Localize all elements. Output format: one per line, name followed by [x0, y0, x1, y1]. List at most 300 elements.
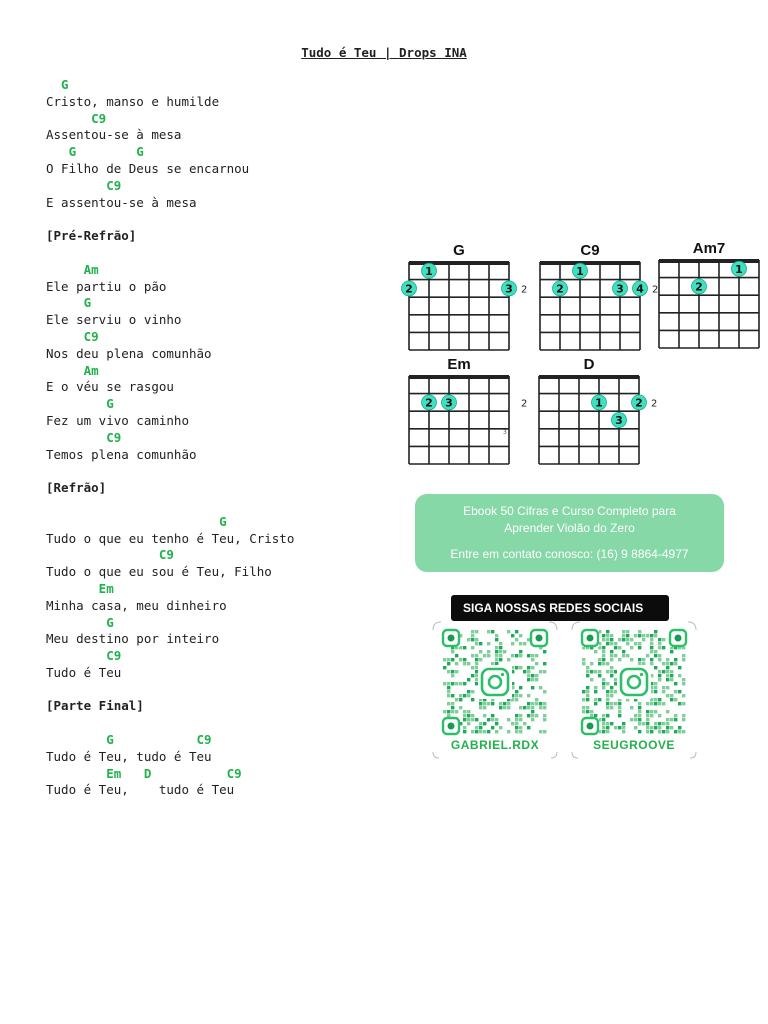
chord-diagram-c9	[540, 242, 658, 350]
qr-module	[602, 686, 605, 689]
qr-module	[479, 722, 482, 725]
qr-module	[531, 706, 534, 709]
qr-module	[670, 662, 673, 665]
qr-module	[475, 638, 478, 641]
qr-module	[610, 638, 613, 641]
qr-module	[475, 670, 478, 673]
qr-module	[475, 654, 478, 657]
qr-module	[495, 638, 498, 641]
qr-module	[634, 714, 637, 717]
qr-module	[602, 658, 605, 661]
qr-module	[543, 670, 546, 673]
qr-module	[543, 650, 546, 653]
qr-module	[634, 634, 637, 637]
qr-module	[622, 650, 625, 653]
qr-module	[606, 714, 609, 717]
qr-module	[666, 730, 669, 733]
qr-module	[606, 642, 609, 645]
qr-module	[519, 686, 522, 689]
qr-module	[590, 662, 593, 665]
qr-module	[455, 710, 458, 713]
qr-module	[531, 702, 534, 705]
qr-module	[646, 710, 649, 713]
finger-number: 1	[735, 262, 743, 276]
qr-module	[638, 630, 641, 633]
qr-module	[670, 718, 673, 721]
qr-module	[475, 730, 478, 733]
qr-module	[519, 714, 522, 717]
qr-module	[527, 694, 530, 697]
qr-module	[594, 686, 597, 689]
lyric-line: Tudo é Teu	[46, 664, 122, 680]
qr-module	[459, 682, 462, 685]
qr-module	[646, 730, 649, 733]
qr-module	[511, 634, 514, 637]
qr-module	[606, 702, 609, 705]
qr-finder-dot	[448, 635, 455, 642]
qr-module	[479, 730, 482, 733]
social-heading: SIGA NOSSAS REDES SOCIAIS	[451, 595, 669, 621]
qr-module	[626, 638, 629, 641]
qr-module	[666, 678, 669, 681]
chord-diagram-name: Em	[447, 356, 471, 373]
qr-module	[586, 674, 589, 677]
qr-module	[666, 662, 669, 665]
qr-module	[622, 630, 625, 633]
qr-module	[658, 678, 661, 681]
qr-module	[495, 646, 498, 649]
qr-module	[467, 722, 470, 725]
qr-module	[543, 690, 546, 693]
blank-line	[46, 497, 406, 514]
qr-module	[471, 698, 474, 701]
qr-module	[650, 646, 653, 649]
qr-module	[602, 722, 605, 725]
blank-line	[46, 715, 406, 732]
qr-module	[650, 642, 653, 645]
qr-module	[582, 662, 585, 665]
qr-module	[491, 718, 494, 721]
qr-module	[507, 702, 510, 705]
chord-line: C9	[46, 429, 122, 445]
qr-module	[610, 702, 613, 705]
qr-module	[666, 670, 669, 673]
qr-module	[670, 698, 673, 701]
qr-module	[447, 682, 450, 685]
qr-module	[670, 726, 673, 729]
qr-module	[638, 662, 641, 665]
qr-module	[638, 634, 641, 637]
qr-module	[447, 702, 450, 705]
qr-module	[638, 722, 641, 725]
qr-module	[455, 670, 458, 673]
qr-module	[610, 634, 613, 637]
qr-module	[519, 666, 522, 669]
qr-module	[459, 658, 462, 661]
qr-module	[626, 654, 629, 657]
qr-module	[451, 682, 454, 685]
qr-module	[666, 718, 669, 721]
qr-module	[610, 670, 613, 673]
qr-module	[467, 710, 470, 713]
qr-module	[662, 690, 665, 693]
qr-module	[447, 690, 450, 693]
qr-module	[475, 682, 478, 685]
qr-card-seugroove[interactable]	[570, 620, 698, 760]
qr-module	[582, 698, 585, 701]
qr-module	[590, 678, 593, 681]
qr-module	[658, 638, 661, 641]
qr-module	[622, 726, 625, 729]
blank-line	[46, 245, 406, 262]
qr-card-gabriel[interactable]	[431, 620, 559, 760]
qr-module	[527, 706, 530, 709]
qr-module	[610, 686, 613, 689]
qr-module	[527, 666, 530, 669]
qr-module	[471, 654, 474, 657]
qr-module	[618, 702, 621, 705]
qr-module	[519, 642, 522, 645]
qr-module	[622, 654, 625, 657]
qr-module	[638, 658, 641, 661]
qr-module	[666, 686, 669, 689]
qr-module	[539, 730, 542, 733]
qr-module	[614, 654, 617, 657]
qr-module	[630, 646, 633, 649]
qr-module	[650, 730, 653, 733]
qr-module	[495, 730, 498, 733]
qr-module	[682, 658, 685, 661]
chord-diagram-d	[539, 356, 657, 464]
qr-module	[539, 706, 542, 709]
blank-line	[46, 463, 406, 480]
qr-module	[674, 662, 677, 665]
qr-module	[670, 674, 673, 677]
qr-module	[598, 670, 601, 673]
qr-module	[467, 690, 470, 693]
qr-module	[662, 730, 665, 733]
qr-module	[475, 658, 478, 661]
chord-diagram-name: Am7	[692, 240, 726, 257]
qr-module	[674, 658, 677, 661]
qr-module	[447, 662, 450, 665]
lyric-line: Temos plena comunhão	[46, 446, 197, 462]
qr-module	[658, 702, 661, 705]
qr-module	[519, 654, 522, 657]
qr-module	[467, 714, 470, 717]
qr-module	[519, 634, 522, 637]
finger-number: 2	[695, 280, 703, 294]
lyric-line: Ele serviu o vinho	[46, 312, 182, 328]
qr-module	[650, 714, 653, 717]
qr-module	[503, 702, 506, 705]
qr-module	[519, 650, 522, 653]
qr-module	[598, 662, 601, 665]
qr-module	[682, 730, 685, 733]
qr-module	[658, 670, 661, 673]
chord-line: Em	[46, 580, 114, 596]
qr-handle-seugroove: SEUGROOVE	[593, 738, 675, 752]
qr-module	[654, 690, 657, 693]
qr-module	[626, 630, 629, 633]
qr-module	[582, 706, 585, 709]
qr-module	[463, 714, 466, 717]
qr-module	[451, 658, 454, 661]
qr-module	[511, 642, 514, 645]
qr-module	[658, 726, 661, 729]
qr-module	[658, 642, 661, 645]
qr-module	[650, 710, 653, 713]
qr-module	[674, 690, 677, 693]
qr-module	[515, 714, 518, 717]
qr-module	[658, 654, 661, 657]
qr-module	[479, 658, 482, 661]
lyric-line: Fez um vivo caminho	[46, 412, 189, 428]
qr-module	[451, 674, 454, 677]
qr-module	[594, 670, 597, 673]
qr-module	[463, 662, 466, 665]
qr-module	[531, 678, 534, 681]
qr-module	[495, 650, 498, 653]
qr-module	[610, 722, 613, 725]
lyric-line: Meu destino por inteiro	[46, 631, 220, 647]
qr-module	[487, 642, 490, 645]
qr-handle-gabriel: GABRIEL.RDX	[450, 738, 540, 752]
qr-module	[475, 630, 478, 633]
qr-module	[682, 718, 685, 721]
qr-module	[658, 714, 661, 717]
qr-module	[622, 730, 625, 733]
chord-diagram-svg	[396, 234, 768, 474]
chord-line: G G	[46, 144, 144, 160]
qr-module	[610, 666, 613, 669]
qr-module	[483, 714, 486, 717]
chord-line: C9	[46, 328, 99, 344]
qr-module	[658, 658, 661, 661]
qr-finder-dot	[448, 723, 455, 730]
qr-module	[662, 670, 665, 673]
qr-module	[483, 730, 486, 733]
qr-finder-dot	[536, 635, 543, 642]
qr-module	[475, 642, 478, 645]
chord-line: C9	[46, 547, 174, 563]
qr-module	[487, 654, 490, 657]
qr-module	[670, 678, 673, 681]
chord-line: Am	[46, 261, 99, 277]
qr-module	[602, 634, 605, 637]
qr-module	[543, 730, 546, 733]
promo-banner[interactable]	[415, 494, 724, 572]
qr-module	[678, 674, 681, 677]
qr-module	[543, 706, 546, 709]
qr-module	[471, 634, 474, 637]
lyric-line: Nos deu plena comunhão	[46, 345, 212, 361]
chord-diagram-am7	[659, 240, 768, 348]
lyric-line: O Filho de Deus se encarnou	[46, 160, 250, 176]
chord-line: G C9	[46, 732, 212, 748]
qr-module	[606, 726, 609, 729]
qr-module	[682, 702, 685, 705]
qr-module	[467, 718, 470, 721]
finger-number: 2	[635, 396, 643, 410]
qr-module	[495, 722, 498, 725]
qr-module	[606, 690, 609, 693]
qr-module	[467, 694, 470, 697]
qr-module	[463, 694, 466, 697]
qr-module	[642, 638, 645, 641]
qr-module	[535, 698, 538, 701]
qr-module	[610, 694, 613, 697]
blank-line	[46, 682, 406, 699]
qr-module	[515, 638, 518, 641]
qr-module	[487, 650, 490, 653]
qr-module	[654, 634, 657, 637]
qr-module	[642, 722, 645, 725]
finger-number: 2	[405, 282, 413, 296]
qr-module	[535, 662, 538, 665]
qr-module	[467, 678, 470, 681]
qr-module	[586, 710, 589, 713]
qr-module	[654, 726, 657, 729]
qr-module	[610, 658, 613, 661]
qr-module	[515, 654, 518, 657]
qr-module	[626, 642, 629, 645]
qr-module	[463, 730, 466, 733]
qr-module	[543, 714, 546, 717]
qr-module	[499, 650, 502, 653]
qr-module	[646, 714, 649, 717]
qr-module	[674, 718, 677, 721]
qr-module	[646, 722, 649, 725]
qr-module	[614, 682, 617, 685]
qr-module	[614, 690, 617, 693]
qr-module	[638, 714, 641, 717]
lyric-line: Tudo o que eu tenho é Teu, Cristo	[46, 530, 295, 546]
qr-module	[658, 674, 661, 677]
qr-module	[463, 718, 466, 721]
qr-module	[479, 650, 482, 653]
finger-number: 1	[576, 264, 584, 278]
qr-module	[638, 702, 641, 705]
qr-module	[634, 726, 637, 729]
qr-module	[451, 694, 454, 697]
qr-module	[479, 642, 482, 645]
qr-module	[543, 702, 546, 705]
qr-module	[650, 634, 653, 637]
qr-module	[586, 698, 589, 701]
qr-module	[618, 714, 621, 717]
qr-module	[606, 730, 609, 733]
qr-module	[479, 726, 482, 729]
qr-module	[443, 658, 446, 661]
qr-module	[630, 718, 633, 721]
qr-module	[447, 670, 450, 673]
chord-line: G	[46, 295, 92, 311]
qr-module	[487, 702, 490, 705]
qr-module	[507, 658, 510, 661]
qr-module	[602, 730, 605, 733]
qr-module	[463, 682, 466, 685]
qr-module	[650, 638, 653, 641]
qr-module	[678, 726, 681, 729]
chord-line: G	[46, 614, 114, 630]
qr-module	[666, 674, 669, 677]
qr-module	[507, 730, 510, 733]
qr-module	[626, 634, 629, 637]
qr-module	[634, 642, 637, 645]
qr-module	[443, 666, 446, 669]
qr-module	[654, 686, 657, 689]
qr-module	[495, 654, 498, 657]
qr-module	[491, 630, 494, 633]
finger-number: 2	[556, 282, 564, 296]
qr-module	[654, 682, 657, 685]
qr-module	[471, 666, 474, 669]
qr-module	[451, 650, 454, 653]
chord-diagram-name: D	[583, 356, 595, 373]
qr-module	[463, 710, 466, 713]
qr-module	[527, 714, 530, 717]
qr-module	[543, 662, 546, 665]
qr-module	[515, 730, 518, 733]
chord-line: G	[46, 513, 227, 529]
qr-module	[463, 726, 466, 729]
qr-module	[471, 630, 474, 633]
qr-module	[606, 634, 609, 637]
chord-fret-label: 2	[651, 398, 658, 410]
qr-module	[499, 702, 502, 705]
qr-module	[531, 710, 534, 713]
qr-module	[451, 710, 454, 713]
qr-module	[614, 670, 617, 673]
qr-module	[507, 630, 510, 633]
qr-module	[658, 698, 661, 701]
qr-module	[650, 650, 653, 653]
qr-module	[495, 662, 498, 665]
qr-module	[459, 694, 462, 697]
qr-module	[479, 706, 482, 709]
qr-module	[674, 682, 677, 685]
qr-module	[674, 730, 677, 733]
qr-module	[678, 702, 681, 705]
qr-module	[602, 718, 605, 721]
qr-module	[499, 646, 502, 649]
qr-module	[650, 662, 653, 665]
qr-module	[642, 662, 645, 665]
qr-module	[638, 730, 641, 733]
finger-number: 1	[595, 396, 603, 410]
lyric-line: Tudo é Teu, tudo é Teu	[46, 748, 212, 764]
qr-module	[610, 706, 613, 709]
qr-module	[654, 698, 657, 701]
qr-module	[499, 642, 502, 645]
lyric-line: Minha casa, meu dinheiro	[46, 597, 227, 613]
qr-module	[638, 642, 641, 645]
qr-module	[598, 698, 601, 701]
qr-module	[515, 726, 518, 729]
qr-module	[499, 658, 502, 661]
qr-module	[515, 666, 518, 669]
finger-number: 3	[615, 414, 623, 427]
qr-module	[682, 678, 685, 681]
qr-module	[610, 650, 613, 653]
qr-module	[475, 678, 478, 681]
promo-line1: Ebook 50 Cifras e Curso Completo para	[463, 504, 676, 518]
qr-module	[471, 674, 474, 677]
qr-module	[638, 710, 641, 713]
qr-module	[491, 662, 494, 665]
qr-module	[598, 674, 601, 677]
